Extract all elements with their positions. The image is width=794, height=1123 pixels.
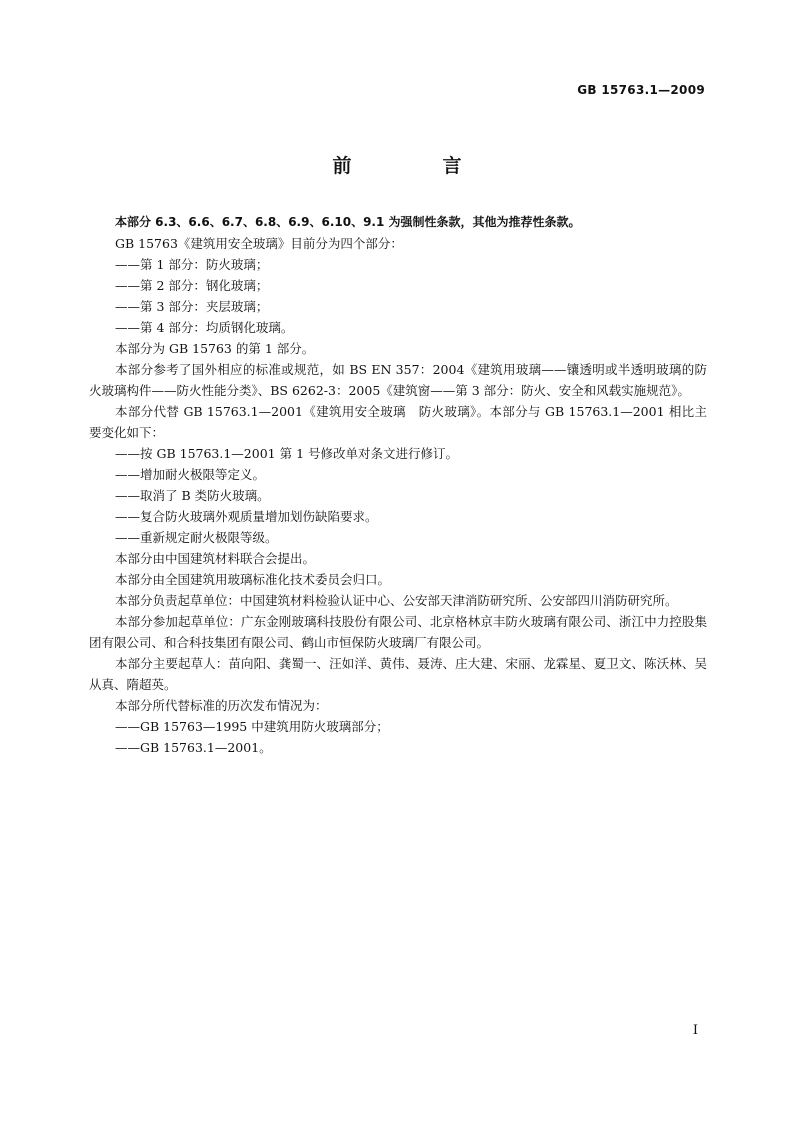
list-item: ——取消了 B 类防火玻璃。 [115, 488, 270, 503]
list-item: ——重新规定耐火极限等级。 [115, 530, 278, 545]
list-item: ——GB 15763—1995 中建筑用防火玻璃部分； [115, 719, 389, 734]
paragraph: 本部分由全国建筑用玻璃标准化技术委员会归口。 [115, 572, 391, 587]
paragraph-mandatory-clauses: 本部分 6.3、6.6、6.7、6.8、6.9、6.10、9.1 为强制性条款，其他为推荐性条款。 [115, 215, 581, 229]
paragraph: 本部分所代替标准的历次发布情况为： [115, 698, 328, 713]
paragraph: 本部分参考了国外相应的标准或规范，如 BS EN 357：2004《建筑用玻璃——镶透明或半透明玻璃的防火玻璃构件——防火性能分类》、BS 6262-3：2005《建筑窗——第 3 部分：防火、安全和风载实施规范》。 [89, 362, 707, 398]
list-item: ——复合防火玻璃外观质量增加划伤缺陷要求。 [115, 509, 378, 524]
list-item: ——增加耐火极限等定义。 [115, 467, 266, 482]
body-text [89, 212, 707, 758]
paragraph: 本部分主要起草人：苗向阳、龚蜀一、汪如洋、黄伟、聂涛、庄大建、宋丽、龙霖星、夏卫文、陈沃林、吴从真、隋超英。 [89, 656, 707, 692]
paragraph: 本部分负责起草单位：中国建筑材料检验认证中心、公安部天津消防研究所、公安部四川消防研究所。 [115, 593, 678, 608]
page-title: 前 言 [332, 155, 498, 177]
paragraph: GB 15763《建筑用安全玻璃》目前分为四个部分： [115, 236, 403, 251]
list-item: ——第 2 部分：钢化玻璃； [115, 278, 269, 293]
list-item: ——第 1 部分：防火玻璃； [115, 257, 269, 272]
standard-code: GB 15763.1—2009 [577, 83, 705, 97]
list-item: ——第 3 部分：夹层玻璃； [115, 299, 269, 314]
paragraph: 本部分参加起草单位：广东金刚玻璃科技股份有限公司、北京格林京丰防火玻璃有限公司、浙江中力控股集团有限公司、和合科技集团有限公司、鹤山市恒保防火玻璃厂有限公司。 [89, 614, 707, 650]
paragraph: 本部分为 GB 15763 的第 1 部分。 [115, 341, 315, 356]
list-item: ——第 4 部分：均质钢化玻璃。 [115, 320, 294, 335]
paragraph: 本部分由中国建筑材料联合会提出。 [115, 551, 316, 566]
list-item: ——按 GB 15763.1—2001 第 1 号修改单对条文进行修订。 [115, 446, 458, 461]
list-item: ——GB 15763.1—2001。 [115, 740, 272, 755]
paragraph: 本部分代替 GB 15763.1—2001《建筑用安全玻璃 防火玻璃》。本部分与 GB 15763.1—2001 相比主要变化如下： [89, 404, 707, 440]
page-number: I [692, 1023, 698, 1038]
